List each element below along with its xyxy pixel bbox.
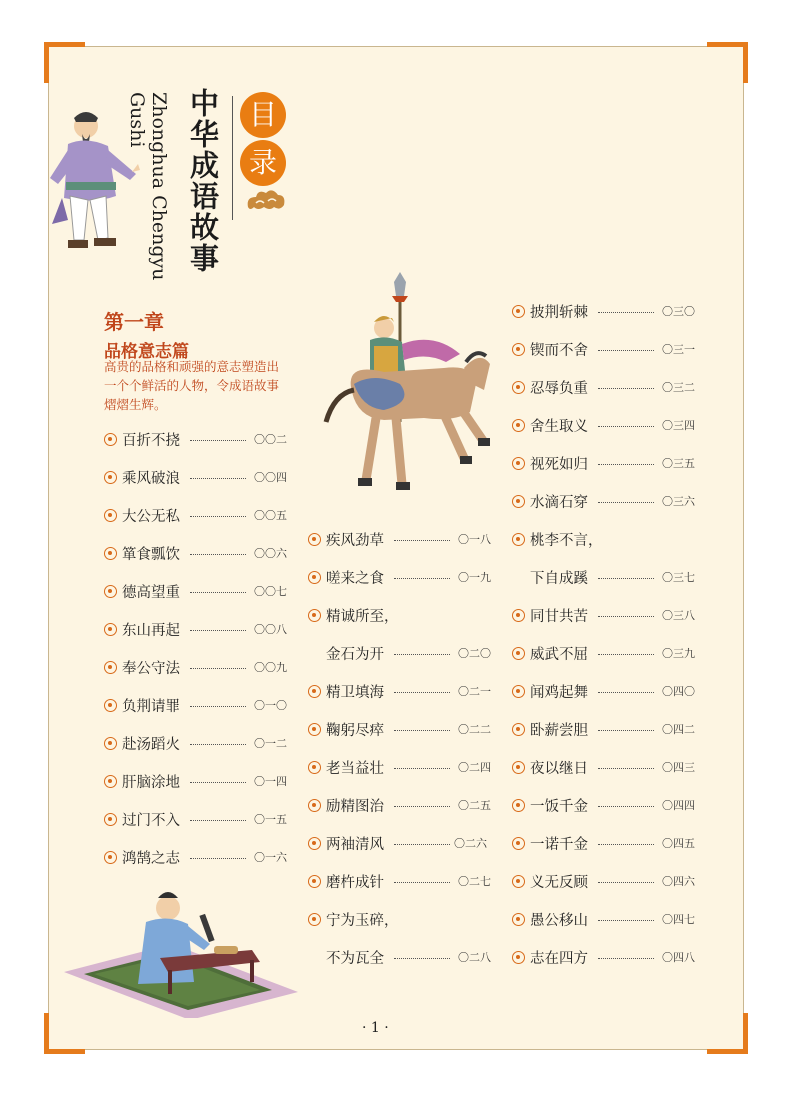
toc-entry[interactable]: [512, 414, 702, 436]
bullet-circle-icon: [512, 913, 525, 926]
toc-entry-page: 〇一六: [254, 851, 287, 864]
bullet-circle-icon: [308, 723, 321, 736]
leader-dots: [190, 744, 246, 745]
leader-dots: [190, 706, 246, 707]
cloud-ornament-icon: [244, 185, 288, 213]
toc-entry-title: 愚公移山: [530, 912, 588, 929]
toc-entry-title: 精卫填海: [326, 684, 384, 701]
toc-entry-page: 〇三七: [662, 571, 695, 584]
leader-dots: [394, 654, 450, 655]
toc-entry-page: 〇二〇: [458, 647, 491, 660]
bullet-circle-icon: [512, 951, 525, 964]
corner-ornament: [44, 1013, 85, 1054]
leader-dots: [598, 920, 654, 921]
toc-entry-page: 〇〇七: [254, 585, 287, 598]
bullet-circle-icon: [512, 381, 525, 394]
toc-entry-title: 大公无私: [122, 508, 180, 525]
leader-dots: [190, 516, 246, 517]
bullet-circle-icon: [104, 775, 117, 788]
bullet-circle-icon: [104, 433, 117, 446]
toc-entry[interactable]: [104, 504, 294, 526]
toc-entry[interactable]: [512, 946, 702, 968]
toc-entry-title: 闻鸡起舞: [530, 684, 588, 701]
toc-entry[interactable]: [512, 452, 702, 474]
toc-entry-title: 磨杵成针: [326, 874, 384, 891]
toc-entry[interactable]: [308, 832, 498, 854]
leader-dots: [394, 844, 450, 845]
toc-entry-page: 〇二四: [458, 761, 491, 774]
leader-dots: [190, 668, 246, 669]
bullet-circle-icon: [512, 799, 525, 812]
toc-entry-page: 〇一四: [254, 775, 287, 788]
toc-entry-page: 〇一八: [458, 533, 491, 546]
toc-entry-page: 〇三一: [662, 343, 695, 356]
leader-dots: [598, 350, 654, 351]
bullet-circle-icon: [512, 343, 525, 356]
toc-entry-title: 宁为玉碎，: [326, 912, 399, 929]
leader-dots: [598, 768, 654, 769]
toc-entry[interactable]: [512, 338, 702, 360]
bullet-circle-icon: [512, 723, 525, 736]
toc-entry-page: 〇四五: [662, 837, 695, 850]
bullet-circle-icon: [308, 837, 321, 850]
toc-entry-title: 精诚所至，: [326, 608, 399, 625]
toc-entry-title: 百折不挠: [122, 432, 180, 449]
toc-entry-page: 〇〇八: [254, 623, 287, 636]
bullet-circle-icon: [308, 913, 321, 926]
toc-entry-page: 〇四七: [662, 913, 695, 926]
leader-dots: [190, 478, 246, 479]
toc-entry-page: 〇四八: [662, 951, 695, 964]
toc-entry[interactable]: [104, 466, 294, 488]
bullet-circle-icon: [512, 305, 525, 318]
bullet-circle-icon: [512, 685, 525, 698]
warrior-on-horse-illustration: [314, 272, 494, 504]
toc-entry-page: 〇〇五: [254, 509, 287, 522]
toc-entry-page: 〇三四: [662, 419, 695, 432]
bullet-circle-icon: [308, 609, 321, 622]
leader-dots: [394, 806, 450, 807]
bullet-circle-icon: [512, 495, 525, 508]
bullet-circle-icon: [104, 699, 117, 712]
bullet-circle-icon: [104, 813, 117, 826]
leader-dots: [394, 692, 450, 693]
toc-entry[interactable]: [512, 490, 702, 512]
toc-entry-page: 〇四〇: [662, 685, 695, 698]
toc-entry-page: 〇三二: [662, 381, 695, 394]
toc-entry[interactable]: [104, 428, 294, 450]
bullet-circle-icon: [512, 609, 525, 622]
toc-entry-page: 〇二一: [458, 685, 491, 698]
leader-dots: [190, 554, 246, 555]
toc-entry-page: 〇二五: [458, 799, 491, 812]
toc-entry[interactable]: [308, 566, 498, 588]
toc-entry[interactable]: [104, 580, 294, 602]
book-title: 中华成语故事: [186, 88, 220, 274]
toc-entry-page: 〇三五: [662, 457, 695, 470]
toc-entry-page: 〇三〇: [662, 305, 695, 318]
corner-ornament: [707, 42, 748, 83]
chapter-name: 品格意志篇: [104, 342, 189, 362]
leader-dots: [394, 578, 450, 579]
toc-entry[interactable]: [104, 694, 294, 716]
toc-entry-title: 德高望重: [122, 584, 180, 601]
toc-entry-title: 一诺千金: [530, 836, 588, 853]
toc-entry-page: 〇四三: [662, 761, 695, 774]
bullet-circle-icon: [104, 585, 117, 598]
corner-ornament: [707, 1013, 748, 1054]
leader-dots: [598, 958, 654, 959]
toc-entry-title: 舍生取义: [530, 418, 588, 435]
toc-entry-page: 〇三六: [662, 495, 695, 508]
toc-entry[interactable]: [308, 642, 498, 664]
bullet-circle-icon: [308, 533, 321, 546]
title-en: [126, 92, 170, 281]
toc-entry-title: 一饭千金: [530, 798, 588, 815]
contents-char-1: 目: [240, 92, 286, 138]
toc-entry[interactable]: [104, 846, 294, 868]
toc-entry-title: 箪食瓢饮: [122, 546, 180, 563]
toc-entry[interactable]: [512, 908, 702, 930]
leader-dots: [190, 440, 246, 441]
toc-entry-page: 〇二八: [458, 951, 491, 964]
bullet-circle-icon: [104, 623, 117, 636]
title-en-line1: Zhonghua Chengyu: [148, 92, 170, 281]
page-number: · 1 ·: [362, 1020, 389, 1036]
leader-dots: [394, 768, 450, 769]
toc-entry[interactable]: [308, 756, 498, 778]
toc-entry[interactable]: [512, 832, 702, 854]
toc-entry-page: 〇四四: [662, 799, 695, 812]
toc-entry[interactable]: [512, 794, 702, 816]
leader-dots: [190, 592, 246, 593]
leader-dots: [190, 630, 246, 631]
toc-entry[interactable]: [104, 808, 294, 830]
toc-entry[interactable]: [308, 680, 498, 702]
toc-entry[interactable]: [308, 870, 498, 892]
title-en-line2: Gushi: [126, 92, 148, 148]
leader-dots: [598, 654, 654, 655]
toc-entry[interactable]: [104, 770, 294, 792]
toc-entry-title: 东山再起: [122, 622, 180, 639]
leader-dots: [598, 844, 654, 845]
toc-entry[interactable]: [512, 870, 702, 892]
bullet-circle-icon: [512, 761, 525, 774]
toc-entry-title: 金石为开: [326, 646, 384, 663]
leader-dots: [598, 730, 654, 731]
toc-entry[interactable]: [512, 680, 702, 702]
leader-dots: [598, 578, 654, 579]
leader-dots: [190, 858, 246, 859]
toc-entry-title: 老当益壮: [326, 760, 384, 777]
leader-dots: [598, 312, 654, 313]
toc-entry-page: 〇〇六: [254, 547, 287, 560]
bullet-circle-icon: [308, 571, 321, 584]
bullet-circle-icon: [512, 875, 525, 888]
toc-entry[interactable]: [308, 528, 498, 550]
toc-entry-title: 志在四方: [530, 950, 588, 967]
toc-entry-title: 桃李不言，: [530, 532, 603, 549]
bullet-circle-icon: [104, 471, 117, 484]
toc-entry-title: 负荆请罪: [122, 698, 180, 715]
toc-entry-page: 〇二六: [454, 837, 487, 850]
toc-entry-page: 〇〇九: [254, 661, 287, 674]
toc-entry[interactable]: [512, 300, 702, 322]
leader-dots: [394, 730, 450, 731]
toc-entry-page: 〇二七: [458, 875, 491, 888]
leader-dots: [394, 958, 450, 959]
bullet-circle-icon: [308, 875, 321, 888]
toc-entry-page: 〇二二: [458, 723, 491, 736]
toc-entry-title: 奉公守法: [122, 660, 180, 677]
toc-entry-title: 鸿鹄之志: [122, 850, 180, 867]
toc-entry[interactable]: [104, 542, 294, 564]
chapter-heading: [104, 306, 189, 362]
toc-entry-page: 〇一九: [458, 571, 491, 584]
toc-entry[interactable]: [308, 718, 498, 740]
toc-entry-title: 威武不屈: [530, 646, 588, 663]
toc-entry[interactable]: [104, 732, 294, 754]
corner-ornament: [44, 42, 85, 83]
toc-entry[interactable]: [104, 618, 294, 640]
contents-char-2: 录: [240, 140, 286, 186]
leader-dots: [598, 426, 654, 427]
toc-entry-title: 忍辱负重: [530, 380, 588, 397]
toc-entry-title: 视死如归: [530, 456, 588, 473]
leader-dots: [394, 882, 450, 883]
toc-entry-title: 肝脑涂地: [122, 774, 180, 791]
toc-entry[interactable]: [512, 566, 702, 588]
bullet-circle-icon: [512, 837, 525, 850]
bullet-circle-icon: [308, 685, 321, 698]
leader-dots: [598, 806, 654, 807]
toc-entry[interactable]: [512, 756, 702, 778]
leader-dots: [598, 502, 654, 503]
leader-dots: [394, 540, 450, 541]
title-divider: [232, 96, 233, 220]
toc-entry-title: 乘风破浪: [122, 470, 180, 487]
toc-entry-page: 〇四二: [662, 723, 695, 736]
contents-heading: [240, 92, 288, 188]
toc-entry[interactable]: [512, 528, 702, 550]
bullet-circle-icon: [104, 737, 117, 750]
bullet-circle-icon: [104, 547, 117, 560]
toc-entry-title: 励精图治: [326, 798, 384, 815]
leader-dots: [190, 782, 246, 783]
toc-entry-title: 鞠躬尽瘁: [326, 722, 384, 739]
toc-entry-title: 同甘共苦: [530, 608, 588, 625]
toc-entry-title: 锲而不舍: [530, 342, 588, 359]
leader-dots: [598, 388, 654, 389]
toc-entry[interactable]: [512, 642, 702, 664]
bullet-circle-icon: [512, 647, 525, 660]
toc-entry-title: 夜以继日: [530, 760, 588, 777]
toc-entry-page: 〇三八: [662, 609, 695, 622]
toc-entry-title: 两袖清风: [326, 836, 384, 853]
leader-dots: [598, 692, 654, 693]
toc-entry[interactable]: [512, 718, 702, 740]
toc-entry[interactable]: [308, 946, 498, 968]
leader-dots: [598, 464, 654, 465]
bullet-circle-icon: [104, 509, 117, 522]
toc-entry-title: 水滴石穿: [530, 494, 588, 511]
chapter-number: 第一章: [104, 310, 164, 334]
bullet-circle-icon: [512, 533, 525, 546]
toc-entry-title: 过门不入: [122, 812, 180, 829]
bullet-circle-icon: [308, 799, 321, 812]
bullet-circle-icon: [512, 457, 525, 470]
toc-entry[interactable]: [104, 656, 294, 678]
toc-entry-title: 披荆斩棘: [530, 304, 588, 321]
leader-dots: [598, 616, 654, 617]
toc-entry-title: 疾风劲草: [326, 532, 384, 549]
toc-entry-page: 〇一五: [254, 813, 287, 826]
toc-entry-title: 卧薪尝胆: [530, 722, 588, 739]
toc-entry[interactable]: [512, 604, 702, 626]
bullet-circle-icon: [308, 761, 321, 774]
toc-entry[interactable]: [308, 908, 498, 930]
leader-dots: [190, 820, 246, 821]
toc-entry-title: 赴汤蹈火: [122, 736, 180, 753]
toc-entry[interactable]: [308, 604, 498, 626]
chapter-description: 高贵的品格和顽强的意志塑造出一个个鲜活的人物，令成语故事熠熠生辉。: [104, 359, 280, 412]
toc-entry-title: 嗟来之食: [326, 570, 384, 587]
toc-entry[interactable]: [512, 376, 702, 398]
bullet-circle-icon: [104, 851, 117, 864]
toc-entry-page: 〇四六: [662, 875, 695, 888]
bullet-circle-icon: [512, 419, 525, 432]
toc-entry-page: 〇一〇: [254, 699, 287, 712]
toc-entry-title: 下自成蹊: [530, 570, 588, 587]
toc-entry-page: 〇三九: [662, 647, 695, 660]
leader-dots: [598, 882, 654, 883]
bullet-circle-icon: [104, 661, 117, 674]
seated-scholar-illustration: [64, 886, 304, 1018]
toc-entry-title: 义无反顾: [530, 874, 588, 891]
toc-entry-page: 〇〇二: [254, 433, 287, 446]
toc-entry[interactable]: [308, 794, 498, 816]
toc-entry-page: 〇一二: [254, 737, 287, 750]
toc-entry-title: 不为瓦全: [326, 950, 384, 967]
toc-entry-page: 〇〇四: [254, 471, 287, 484]
